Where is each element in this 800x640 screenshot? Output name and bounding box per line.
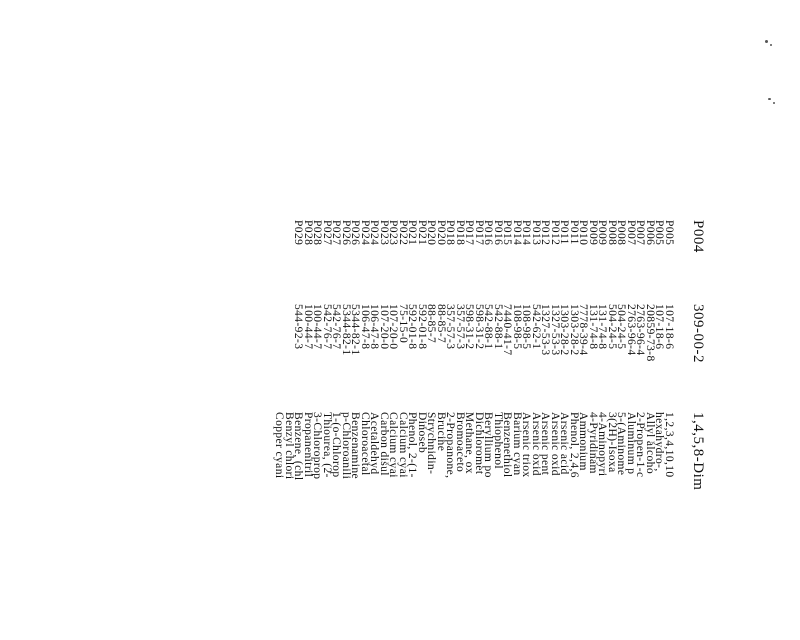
waste-code: P015 — [501, 220, 514, 246]
chemical-name: Acetaldehyd — [368, 412, 381, 475]
chemical-name: Phenol, 2-(1- — [406, 412, 419, 478]
cas-number: 357-57-3 — [444, 304, 457, 350]
waste-code: P004 — [690, 220, 706, 253]
cas-number: 107-18-6 — [663, 304, 675, 350]
cas-number: 108-98-5 — [520, 304, 533, 350]
chemical-name: Barium cyan — [511, 412, 523, 476]
chemical-name: Phenol, 2,4,6 — [568, 412, 580, 478]
waste-code: P020 — [435, 220, 447, 246]
cas-number: 542-76-7 — [321, 304, 333, 350]
waste-code: P007 — [625, 220, 637, 246]
scan-speck — [773, 102, 775, 104]
waste-code: P011 — [558, 220, 571, 245]
waste-code: P011 — [568, 220, 580, 245]
waste-code: P012 — [549, 220, 561, 246]
chemical-name: Beryllium po — [482, 412, 495, 478]
waste-code: P005 — [653, 220, 666, 246]
chemical-name: 5-(Aminome — [615, 412, 628, 476]
chemical-name: Arsenic acid — [558, 412, 571, 475]
chemical-name: Arsenic triox — [520, 412, 533, 478]
waste-table — [274, 220, 673, 640]
cas-number: 542-88-1 — [492, 304, 504, 350]
cas-number: 309-00-2 — [690, 304, 706, 363]
cas-number: 107-18-6 — [653, 304, 666, 350]
waste-code: P017 — [463, 220, 476, 246]
cas-number: 2763-96-4 — [625, 304, 637, 356]
chemical-name: Dinoseb — [416, 412, 428, 454]
waste-code: P026 — [349, 220, 362, 246]
chemical-name: Calcium cyai — [397, 412, 409, 478]
cas-number: 504-24-5 — [615, 304, 628, 350]
chemical-name: Arsenic oxid — [530, 412, 542, 476]
scan-speck — [765, 40, 768, 43]
chemical-name: Calcium cyai — [387, 412, 400, 478]
cas-number: 100-44-7 — [311, 304, 324, 350]
chemical-name: Chloroacetal — [359, 412, 371, 476]
chemical-name: Carbon disul — [378, 412, 390, 476]
cas-number: 107-20-0 — [378, 304, 390, 350]
chemical-name: Brucine — [435, 412, 447, 452]
waste-code: P027 — [330, 220, 343, 246]
chemical-name: Bromoaceto — [454, 412, 466, 473]
cas-number: 2763-96-4 — [634, 304, 647, 356]
cas-number: 598-31-2 — [463, 304, 476, 350]
cas-number: 108-98-5 — [511, 304, 523, 350]
chemical-name: hexahydro-, — [653, 412, 666, 472]
chemical-name: Benzenamine — [349, 412, 362, 479]
waste-code: P021 — [406, 220, 419, 246]
chemical-name: Aluminum p — [625, 412, 637, 475]
chemical-name: Benzyl chlori — [283, 412, 295, 480]
waste-code: P026 — [340, 220, 352, 246]
waste-code: P027 — [321, 220, 333, 246]
waste-code: P007 — [634, 220, 647, 246]
chemical-name: p-Chloroanili — [340, 412, 352, 480]
cas-number: 100-44-7 — [302, 304, 314, 350]
chemical-name: 1-(o-Chlorop — [330, 412, 343, 478]
cas-number: 106-47-8 — [368, 304, 381, 350]
waste-code: P023 — [378, 220, 390, 246]
waste-code: P010 — [577, 220, 590, 246]
cas-number: 88-85-7 — [425, 304, 438, 344]
waste-code: P016 — [482, 220, 495, 246]
chemical-name: 4-Aminopyri — [596, 412, 609, 477]
waste-code: P024 — [368, 220, 381, 246]
waste-code: P005 — [663, 220, 675, 246]
cas-number: 75-15-0 — [397, 304, 409, 344]
cas-number: 542-62-1 — [530, 304, 542, 350]
cas-number: 88-85-7 — [435, 304, 447, 344]
waste-code: P028 — [311, 220, 324, 246]
cas-number: 1303-28-2 — [558, 304, 571, 356]
chemical-name: Arsenic oxid — [549, 412, 561, 476]
chemical-name: 3-Chloroprop — [311, 412, 324, 480]
chemical-name: 1,4,5,8-Dim — [690, 412, 706, 491]
cas-number: 131-74-8 — [596, 304, 609, 350]
cas-number: 20859-73-8 — [644, 304, 656, 362]
waste-code: P016 — [492, 220, 504, 246]
cas-number: 5344-82-1 — [349, 304, 362, 356]
cas-number: 504-24-5 — [606, 304, 618, 350]
cas-number: 7778-39-4 — [577, 304, 590, 356]
scan-speck — [768, 98, 771, 100]
cas-number: 1303-28-2 — [568, 304, 580, 356]
cas-number: 544-92-3 — [292, 304, 305, 350]
waste-code: P014 — [511, 220, 523, 246]
rotated-document-page — [116, 220, 706, 620]
cas-number: 357-57-3 — [454, 304, 466, 350]
chemical-name: Allyl alcoho — [644, 412, 656, 474]
waste-code: P018 — [444, 220, 457, 246]
chemical-name: Ammonium — [577, 412, 590, 471]
waste-code: P017 — [473, 220, 485, 246]
cas-number: 5344-82-1 — [340, 304, 352, 356]
cas-number: 131-74-8 — [587, 304, 599, 350]
waste-code: P009 — [587, 220, 599, 246]
waste-code: P012 — [539, 220, 552, 246]
waste-code: P018 — [454, 220, 466, 246]
waste-code: P008 — [606, 220, 618, 246]
chemical-name: 3(2H)-Isoxa — [606, 412, 618, 473]
waste-code: P009 — [596, 220, 609, 246]
cas-number: 542-88-1 — [482, 304, 495, 350]
header-entry-row — [690, 220, 706, 640]
waste-code: P006 — [644, 220, 656, 246]
table-row — [274, 220, 284, 640]
chemical-name: 2-Propanone, — [444, 412, 457, 479]
waste-code: P013 — [530, 220, 542, 246]
chemical-name: 4-Pyridinam — [587, 412, 599, 474]
chemical-name: Benzenethiol — [501, 412, 514, 478]
waste-code: P020 — [425, 220, 438, 246]
chemical-name: Propanenitril — [302, 412, 314, 478]
cas-number: 592-01-8 — [416, 304, 428, 350]
cas-number: 106-47-8 — [359, 304, 371, 350]
chemical-name: Strychnidin- — [425, 412, 438, 475]
cas-number: 1327-53-3 — [549, 304, 561, 356]
cas-number: 7440-41-7 — [501, 304, 514, 356]
scan-speck — [770, 44, 772, 46]
waste-code: P023 — [387, 220, 400, 246]
cas-number: 1327-53-3 — [539, 304, 552, 356]
waste-code: P021 — [416, 220, 428, 246]
chemical-name: 2-Propen-1-c — [634, 412, 647, 478]
chemical-name: 1,2,3,4,10,10 — [663, 412, 675, 478]
cas-number: 592-01-8 — [406, 304, 419, 350]
cas-number: 598-31-2 — [473, 304, 485, 350]
chemical-name: Dichloromet — [473, 412, 485, 475]
chemical-name: Thiourea, (2- — [321, 412, 333, 478]
waste-code: P024 — [359, 220, 371, 246]
chemical-name: Thiophenol — [492, 412, 504, 470]
chemical-name: Benzene, (chl — [292, 412, 305, 481]
waste-code: P008 — [615, 220, 628, 246]
cas-number: 542-76-7 — [330, 304, 343, 350]
waste-code: P028 — [302, 220, 314, 246]
chemical-name: Methane, ox — [463, 412, 476, 474]
waste-code: P029 — [292, 220, 305, 246]
cas-number: 107-20-0 — [387, 304, 400, 350]
chemical-name: Copper cyani — [273, 412, 286, 479]
waste-code: P014 — [520, 220, 533, 246]
chemical-name: Arsenic pent — [539, 412, 552, 476]
waste-code: P022 — [397, 220, 409, 246]
